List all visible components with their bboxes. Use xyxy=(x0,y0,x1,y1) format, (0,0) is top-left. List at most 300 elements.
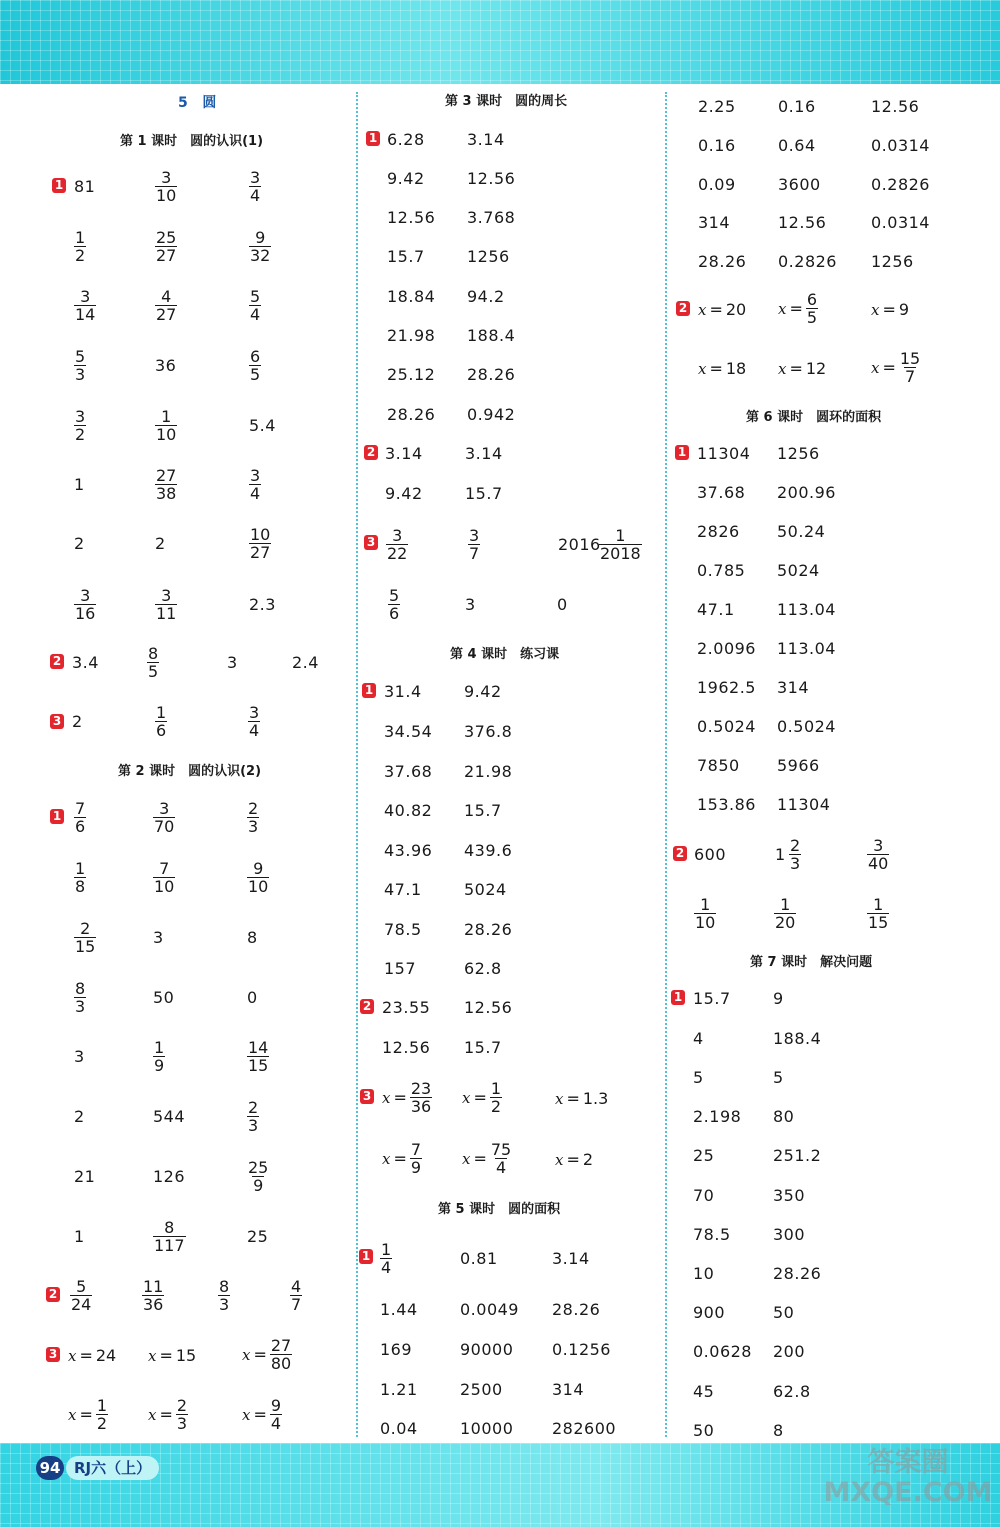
l7-q1-r5c0: 70 xyxy=(693,1186,715,1205)
l5-q2-eq4-val: 12 xyxy=(805,359,827,378)
l5-q1-r3c0: 1.21 xyxy=(380,1380,418,1399)
l7-q1-r6c1: 300 xyxy=(773,1225,806,1244)
l6-q2-c0: 600 xyxy=(694,845,727,864)
l2-q2-c2-den: 3 xyxy=(219,1295,230,1314)
l4-q3-eq4-eq: = xyxy=(473,1149,487,1168)
l3-q3-c4-num: 5 xyxy=(389,586,400,605)
l7-q1-r1c0: 4 xyxy=(693,1029,704,1048)
l3-q3-c4 xyxy=(388,587,400,622)
l2-q1-r3c2: 0 xyxy=(247,988,258,1007)
l5-q2-eq5-frac-den: 7 xyxy=(904,367,916,386)
l4-q1-marker: 1 xyxy=(362,683,376,698)
l2-q1-r7c1 xyxy=(153,1219,186,1254)
l2-q1-r3c0-den: 3 xyxy=(75,997,86,1016)
l1-q1-r7c0 xyxy=(74,587,96,622)
l1-q1-r5c1 xyxy=(155,467,177,502)
l6-q2-c5-den: 20 xyxy=(775,913,796,932)
l6-q1-r4c1: 113.04 xyxy=(777,600,836,619)
l3-q3-c6: 0 xyxy=(557,595,568,614)
l3-q2-r1c0: 9.42 xyxy=(385,484,423,503)
l6-q1-r4c0: 47.1 xyxy=(697,600,735,619)
l4-q2-r1c1: 15.7 xyxy=(464,1038,502,1057)
l5-q2-eq5-var: x xyxy=(871,358,880,377)
l1-q1-r3c2 xyxy=(249,348,261,383)
grade-label: RJ六（上） xyxy=(66,1456,159,1480)
l5-q1-r1c1: 0.0049 xyxy=(460,1300,519,1319)
l1-q1-r6c2 xyxy=(249,526,271,561)
l5-q1-r8c1: 12.56 xyxy=(778,213,827,232)
l4-q3-eq3-eq: = xyxy=(393,1149,407,1168)
l1-q1-r2c0-num: 3 xyxy=(80,287,91,306)
l6-q2-c3-num: 3 xyxy=(873,836,884,855)
l3-q3-c5: 3 xyxy=(465,595,476,614)
l5-q2-eq2 xyxy=(871,300,909,319)
l6-q2-c4-den: 10 xyxy=(695,913,716,932)
l2-q1-r7c0: 1 xyxy=(74,1227,85,1246)
l2-q2-c1-num: 11 xyxy=(143,1277,164,1296)
l2-q3-eq2-frac xyxy=(270,1337,292,1372)
l2-q3-eq3-frac xyxy=(96,1397,108,1432)
l1-q3-marker: 3 xyxy=(50,714,64,729)
l1-q1-r7c0-num: 3 xyxy=(80,586,91,605)
l6-q1-r7c1: 0.5024 xyxy=(777,717,836,736)
l6-q1-r2c0: 2826 xyxy=(697,522,740,541)
l2-q3-eq5-frac xyxy=(270,1397,282,1432)
l1-q3-c1-den: 6 xyxy=(156,721,167,740)
l1-q1-r7c1-den: 11 xyxy=(156,604,177,623)
l5-q1-r9c1: 0.2826 xyxy=(778,252,837,271)
l2-q3-eq2-frac-num: 27 xyxy=(270,1336,292,1355)
l3-q1-r4c0: 18.84 xyxy=(387,287,436,306)
l6-q1-r6c1: 314 xyxy=(777,678,810,697)
l7-q1-r8c0: 900 xyxy=(693,1303,726,1322)
l6-q1-r7c0: 0.5024 xyxy=(697,717,756,736)
l7-q1-r2c0: 5 xyxy=(693,1068,704,1087)
l2-q1-r3c1: 50 xyxy=(153,988,175,1007)
l5-q1-r3c1: 2500 xyxy=(460,1380,503,1399)
l1-q2-c1-num: 8 xyxy=(148,644,159,663)
l5-q1-r7c0: 0.09 xyxy=(698,175,736,194)
l7-q1-r9c1: 200 xyxy=(773,1342,806,1361)
l6-q2-marker: 2 xyxy=(673,846,687,861)
l2-q1-r4c2-num: 14 xyxy=(248,1038,269,1057)
l2-q2-c0-num: 5 xyxy=(76,1277,87,1296)
l6-q2-c6-den: 15 xyxy=(868,913,889,932)
l4-q3-eq0 xyxy=(382,1080,432,1115)
l1-q1-r2c1-num: 4 xyxy=(161,287,172,306)
l6-q1-r3c1: 5024 xyxy=(777,561,820,580)
l5-q2-eq1-eq: = xyxy=(789,299,803,318)
l4-q3-eq0-var: x xyxy=(382,1088,391,1107)
l7-q1-r3c0: 2.198 xyxy=(693,1107,742,1126)
l1-q1-r0c2-den: 4 xyxy=(250,186,261,205)
l2-q3-eq5-frac-num: 9 xyxy=(270,1396,282,1415)
lesson-6-title: 第 6 课时 圆环的面积 xyxy=(746,410,882,425)
l1-q1-marker: 1 xyxy=(52,178,66,193)
l1-q2-c3: 2.4 xyxy=(292,653,319,672)
l2-q3-eq4-eq: = xyxy=(159,1405,173,1424)
l4-q3-eq0-frac xyxy=(410,1080,432,1115)
l1-q1-r4c1-num: 1 xyxy=(161,407,172,426)
l2-q1-r5c2 xyxy=(247,1099,259,1134)
l4-q3-eq1-frac-num: 1 xyxy=(490,1079,502,1098)
l7-q1-r8c1: 50 xyxy=(773,1303,795,1322)
lesson-5-title: 第 5 课时 圆的面积 xyxy=(438,1202,561,1217)
l5-q2-eq5-frac xyxy=(899,350,921,385)
l4-q3-eq1-frac-den: 2 xyxy=(490,1097,502,1116)
l7-q1-r10c0: 45 xyxy=(693,1382,715,1401)
l2-q3-eq0-eq: = xyxy=(79,1346,93,1365)
l6-q1-r8c0: 7850 xyxy=(697,756,740,775)
column-divider-2 xyxy=(665,92,667,1437)
l3-q3-marker: 3 xyxy=(364,535,378,550)
l5-q2-eq1-frac-num: 6 xyxy=(806,290,818,309)
l5-q1-r7c2: 0.2826 xyxy=(871,175,930,194)
l1-q1-r2c0-den: 14 xyxy=(75,305,96,324)
l2-q3-eq3-var: x xyxy=(68,1405,77,1424)
l1-q3-c2-num: 3 xyxy=(249,703,260,722)
l1-q1-r1c0-num: 1 xyxy=(75,228,86,247)
l3-q3-c3-num: 1 xyxy=(615,526,626,545)
l4-q3-eq1-var: x xyxy=(462,1088,471,1107)
l4-q3-eq3-frac-num: 7 xyxy=(410,1140,422,1159)
l5-q2-eq0-var: x xyxy=(698,300,707,319)
l5-q1-r8c0: 314 xyxy=(698,213,731,232)
l4-q3-eq3-frac xyxy=(410,1141,422,1176)
l2-q1-r6c2-den: 9 xyxy=(253,1176,264,1195)
l2-q1-r1c1-num: 7 xyxy=(159,859,170,878)
l1-q1-r6c2-den: 27 xyxy=(250,543,271,562)
l1-q1-r2c1 xyxy=(155,288,177,323)
l3-q1-r0c1: 3.14 xyxy=(467,130,505,149)
l2-q3-eq0-var: x xyxy=(68,1346,77,1365)
l2-q2-c1-den: 36 xyxy=(143,1295,164,1314)
l7-q1-r7c0: 10 xyxy=(693,1264,715,1283)
l7-q1-r1c1: 188.4 xyxy=(773,1029,822,1048)
l1-q1-r4c2: 5.4 xyxy=(249,416,276,435)
l2-q3-eq2-frac-den: 80 xyxy=(270,1354,292,1373)
l4-q1-r7c0: 157 xyxy=(384,959,417,978)
l4-q2-r0c0: 23.55 xyxy=(382,998,431,1017)
l7-q1-marker: 1 xyxy=(671,990,685,1005)
l4-q3-eq3 xyxy=(382,1141,422,1176)
l5-q2-eq0 xyxy=(698,300,746,319)
l7-q1-r3c1: 80 xyxy=(773,1107,795,1126)
l4-q3-eq4-frac-num: 75 xyxy=(490,1140,512,1159)
l1-q1-r6c2-num: 10 xyxy=(250,525,271,544)
l3-q1-r5c1: 188.4 xyxy=(467,326,516,345)
l2-q1-r5c0: 2 xyxy=(74,1107,85,1126)
l4-q3-eq1-frac xyxy=(490,1080,502,1115)
l4-q1-r2c1: 21.98 xyxy=(464,762,513,781)
l5-q2-eq3-eq: = xyxy=(709,359,723,378)
l5-q2-eq1-var: x xyxy=(778,299,787,318)
l2-q1-r1c2-den: 10 xyxy=(248,877,269,896)
l2-q1-r7c2: 25 xyxy=(247,1227,269,1246)
l2-q1-r6c0: 21 xyxy=(74,1167,96,1186)
l2-q1-r5c2-num: 2 xyxy=(248,1098,259,1117)
l4-q3-eq5-eq: = xyxy=(566,1150,580,1169)
l2-q1-r0c2-den: 3 xyxy=(248,817,259,836)
l4-q2-marker: 2 xyxy=(360,999,374,1014)
l7-q1-r5c1: 350 xyxy=(773,1186,806,1205)
l2-q1-r0c1 xyxy=(153,800,175,835)
l3-q1-r3c0: 15.7 xyxy=(387,247,425,266)
l1-q3-c1-num: 1 xyxy=(156,703,167,722)
chapter-number: 5 xyxy=(178,95,188,111)
l5-q1-r6c2: 0.0314 xyxy=(871,136,930,155)
l5-q1-r2c2: 0.1256 xyxy=(552,1340,611,1359)
chapter-title: 圆 xyxy=(202,95,217,111)
l2-q1-r2c0-num: 2 xyxy=(80,919,91,938)
l1-q1-r5c2-den: 4 xyxy=(250,484,261,503)
l4-q2-r1c0: 12.56 xyxy=(382,1038,431,1057)
l4-q3-marker: 3 xyxy=(360,1089,374,1104)
l4-q3-eq4-frac xyxy=(490,1141,512,1176)
l2-q3-eq1-var: x xyxy=(148,1346,157,1365)
l2-q1-r0c0 xyxy=(74,800,86,835)
l2-q3-eq4-frac-den: 3 xyxy=(176,1414,188,1433)
l2-q1-r4c2 xyxy=(247,1039,269,1074)
l1-q1-r2c2-num: 5 xyxy=(250,287,261,306)
lesson-2-title: 第 2 课时 圆的认识(2) xyxy=(118,764,262,779)
l3-q3-c3-den: 2018 xyxy=(600,544,641,563)
l5-q1-r1c0: 1.44 xyxy=(380,1300,418,1319)
l7-q1-r6c0: 78.5 xyxy=(693,1225,731,1244)
watermark-line2: MXQE.COM xyxy=(823,1477,993,1508)
l4-q3-eq3-frac-den: 9 xyxy=(410,1158,422,1177)
l4-q3-eq3-var: x xyxy=(382,1149,391,1168)
l3-q2-r0c1: 3.14 xyxy=(465,444,503,463)
l2-q1-marker: 1 xyxy=(50,809,64,824)
column-divider-1 xyxy=(356,92,358,1437)
l2-q2-c2 xyxy=(218,1278,230,1313)
l7-q1-r10c1: 62.8 xyxy=(773,1382,811,1401)
l2-q1-r5c1: 544 xyxy=(153,1107,186,1126)
l3-q1-r1c0: 9.42 xyxy=(387,169,425,188)
l2-q3-eq5 xyxy=(242,1397,282,1432)
l2-q1-r4c1-num: 1 xyxy=(154,1038,165,1057)
l2-q1-r0c1-num: 3 xyxy=(159,799,170,818)
l4-q3-eq2-eq: = xyxy=(566,1089,580,1108)
l1-q1-r2c1-den: 27 xyxy=(156,305,177,324)
l2-q2-c0-den: 24 xyxy=(71,1295,92,1314)
l3-q3-c2: 2016 xyxy=(558,535,601,554)
l3-q3-c3 xyxy=(599,527,642,562)
l2-q3-eq1 xyxy=(148,1346,196,1365)
lesson-4-title: 第 4 课时 练习课 xyxy=(450,647,560,662)
l1-q2-c0: 3.4 xyxy=(72,653,99,672)
l6-q2-c3-den: 40 xyxy=(868,854,889,873)
l5-q1-r5c1: 0.16 xyxy=(778,97,816,116)
l7-q1-r4c0: 25 xyxy=(693,1146,715,1165)
l7-q1-r0c1: 9 xyxy=(773,989,784,1008)
l2-q2-c0 xyxy=(70,1278,92,1313)
l2-q1-r1c0 xyxy=(74,860,86,895)
l6-q1-r5c0: 2.0096 xyxy=(697,639,756,658)
l4-q3-eq2-var: x xyxy=(555,1089,564,1108)
l1-q1-r1c2 xyxy=(249,229,271,264)
l5-q1-marker: 1 xyxy=(359,1249,373,1264)
l6-q2-c4 xyxy=(694,896,716,931)
l5-q2-eq3-var: x xyxy=(698,359,707,378)
l5-q1-r2c0: 169 xyxy=(380,1340,413,1359)
l4-q3-eq1 xyxy=(462,1080,502,1115)
l1-q1-r0c1-den: 10 xyxy=(156,186,177,205)
l1-q1-r1c1-num: 25 xyxy=(156,228,177,247)
l1-q2-marker: 2 xyxy=(50,654,64,669)
l2-q2-c2-num: 8 xyxy=(219,1277,230,1296)
l4-q3-eq1-eq: = xyxy=(473,1088,487,1107)
l5-q1-r2c1: 90000 xyxy=(460,1340,514,1359)
l5-q2-eq5-eq: = xyxy=(882,358,896,377)
l1-q1-r2c2 xyxy=(249,288,261,323)
chapter-heading xyxy=(178,92,216,112)
l3-q1-r7c0: 28.26 xyxy=(387,405,436,424)
l6-q2-c4-num: 1 xyxy=(700,895,711,914)
l4-q3-eq5-val: 2 xyxy=(582,1150,594,1169)
l1-q1-r2c2-den: 4 xyxy=(250,305,261,324)
l5-q2-eq2-eq: = xyxy=(882,300,896,319)
l2-q3-eq3 xyxy=(68,1397,108,1432)
l7-q1-r4c1: 251.2 xyxy=(773,1146,822,1165)
l2-q1-r4c0: 3 xyxy=(74,1047,85,1066)
l2-q3-eq3-frac-num: 1 xyxy=(96,1396,108,1415)
l3-q3-c1-den: 7 xyxy=(469,544,480,563)
l4-q1-r4c1: 439.6 xyxy=(464,841,513,860)
l4-q1-r0c1: 9.42 xyxy=(464,682,502,701)
l5-q1-r9c0: 28.26 xyxy=(698,252,747,271)
l2-q3-eq4-var: x xyxy=(148,1405,157,1424)
l3-q1-r2c0: 12.56 xyxy=(387,208,436,227)
l5-q1-r0c0 xyxy=(380,1241,392,1276)
l2-q1-r2c0 xyxy=(74,920,96,955)
l1-q1-r1c0-den: 2 xyxy=(75,246,86,265)
l4-q3-eq5 xyxy=(555,1150,593,1169)
l2-q3-eq1-val: 15 xyxy=(175,1346,197,1365)
l1-q1-r7c1 xyxy=(155,587,177,622)
l2-q1-r4c2-den: 15 xyxy=(248,1056,269,1075)
l2-q1-r7c1-num: 8 xyxy=(164,1218,175,1237)
l6-q1-r3c0: 0.785 xyxy=(697,561,746,580)
l1-q3-c1 xyxy=(155,704,167,739)
l2-q1-r1c0-den: 8 xyxy=(75,877,86,896)
l7-q1-r9c0: 0.0628 xyxy=(693,1342,752,1361)
l5-q1-r6c0: 0.16 xyxy=(698,136,736,155)
l6-q2-c5 xyxy=(774,896,796,931)
l6-q2-c1: 1 xyxy=(775,845,786,864)
l1-q1-r2c0 xyxy=(74,288,96,323)
l2-q3-eq1-eq: = xyxy=(159,1346,173,1365)
l4-q3-eq0-eq: = xyxy=(393,1088,407,1107)
l1-q3-c2-den: 4 xyxy=(249,721,260,740)
l2-q1-r1c1 xyxy=(153,860,175,895)
l2-q1-r6c2-num: 25 xyxy=(248,1158,269,1177)
l2-q1-r1c2-num: 9 xyxy=(253,859,264,878)
l2-q1-r6c1: 126 xyxy=(153,1167,186,1186)
l3-q1-r5c0: 21.98 xyxy=(387,326,436,345)
l3-q3-c1-num: 3 xyxy=(469,526,480,545)
l5-q1-r8c2: 0.0314 xyxy=(871,213,930,232)
l3-q1-r7c1: 0.942 xyxy=(467,405,516,424)
l4-q1-r6c0: 78.5 xyxy=(384,920,422,939)
l1-q1-r4c1-den: 10 xyxy=(156,425,177,444)
l3-q1-r6c1: 28.26 xyxy=(467,365,516,384)
l1-q1-r0c0: 81 xyxy=(74,177,96,196)
l5-q2-eq4 xyxy=(778,359,826,378)
l2-q1-r1c1-den: 10 xyxy=(154,877,175,896)
l1-q1-r0c1 xyxy=(155,169,177,204)
l2-q1-r0c1-den: 70 xyxy=(154,817,175,836)
l5-q1-r7c1: 3600 xyxy=(778,175,821,194)
l2-q3-eq4-frac-num: 2 xyxy=(176,1396,188,1415)
l4-q1-r6c1: 28.26 xyxy=(464,920,513,939)
l1-q1-r4c0-den: 2 xyxy=(75,425,86,444)
l1-q1-r0c2 xyxy=(249,169,261,204)
l3-q1-marker: 1 xyxy=(366,131,380,146)
l5-q2-eq3 xyxy=(698,359,746,378)
l5-q1-r1c2: 28.26 xyxy=(552,1300,601,1319)
l5-q2-eq1-frac xyxy=(806,291,818,326)
page-number: 94 xyxy=(36,1456,64,1480)
l4-q1-r3c0: 40.82 xyxy=(384,801,433,820)
l6-q2-c2 xyxy=(789,837,801,872)
l4-q1-r0c0: 31.4 xyxy=(384,682,422,701)
l2-q1-r4c1-den: 9 xyxy=(154,1056,165,1075)
l5-q2-eq5 xyxy=(871,350,921,385)
l1-q1-r5c1-num: 27 xyxy=(156,466,177,485)
l7-q1-r11c0: 50 xyxy=(693,1421,715,1440)
l2-q1-r2c1: 3 xyxy=(153,928,164,947)
l2-q1-r3c0-num: 8 xyxy=(75,979,86,998)
l3-q3-c0-num: 3 xyxy=(392,526,403,545)
l4-q1-r7c1: 62.8 xyxy=(464,959,502,978)
l2-q1-r1c2 xyxy=(247,860,269,895)
watermark-logo xyxy=(822,1448,994,1520)
watermark-line1: 答案圈 xyxy=(867,1447,949,1478)
l7-q1-r0c0: 15.7 xyxy=(693,989,731,1008)
l2-q1-r4c1 xyxy=(153,1039,165,1074)
lesson-1-title: 第 1 课时 圆的认识(1) xyxy=(120,134,264,149)
l5-q2-eq0-val: 20 xyxy=(725,300,747,319)
l1-q1-r3c0-num: 5 xyxy=(75,347,86,366)
l3-q1-r6c0: 25.12 xyxy=(387,365,436,384)
l3-q3-c0-den: 22 xyxy=(387,544,408,563)
l4-q3-eq4 xyxy=(462,1141,512,1176)
l5-q2-eq5-frac-num: 15 xyxy=(899,349,921,368)
l1-q1-r4c0-num: 3 xyxy=(75,407,86,426)
l2-q3-eq5-var: x xyxy=(242,1405,251,1424)
l1-q3-c2 xyxy=(248,704,260,739)
l6-q1-r5c1: 113.04 xyxy=(777,639,836,658)
l2-q3-marker: 3 xyxy=(46,1347,60,1362)
l7-q1-r7c1: 28.26 xyxy=(773,1264,822,1283)
l7-q1-r11c1: 8 xyxy=(773,1421,784,1440)
l1-q1-r4c1 xyxy=(155,408,177,443)
l6-q1-r9c1: 11304 xyxy=(777,795,831,814)
l1-q1-r1c1 xyxy=(155,229,177,264)
l6-q1-r9c0: 153.86 xyxy=(697,795,756,814)
l2-q3-eq0-val: 24 xyxy=(95,1346,117,1365)
l6-q1-r2c1: 50.24 xyxy=(777,522,826,541)
l5-q1-r5c2: 12.56 xyxy=(871,97,920,116)
l4-q3-eq4-frac-den: 4 xyxy=(495,1158,507,1177)
l5-q2-eq1-frac-den: 5 xyxy=(806,308,818,327)
l1-q1-r3c0-den: 3 xyxy=(75,365,86,384)
l2-q1-r3c0 xyxy=(74,980,86,1015)
l3-q1-r1c1: 12.56 xyxy=(467,169,516,188)
l2-q2-c3 xyxy=(290,1278,302,1313)
